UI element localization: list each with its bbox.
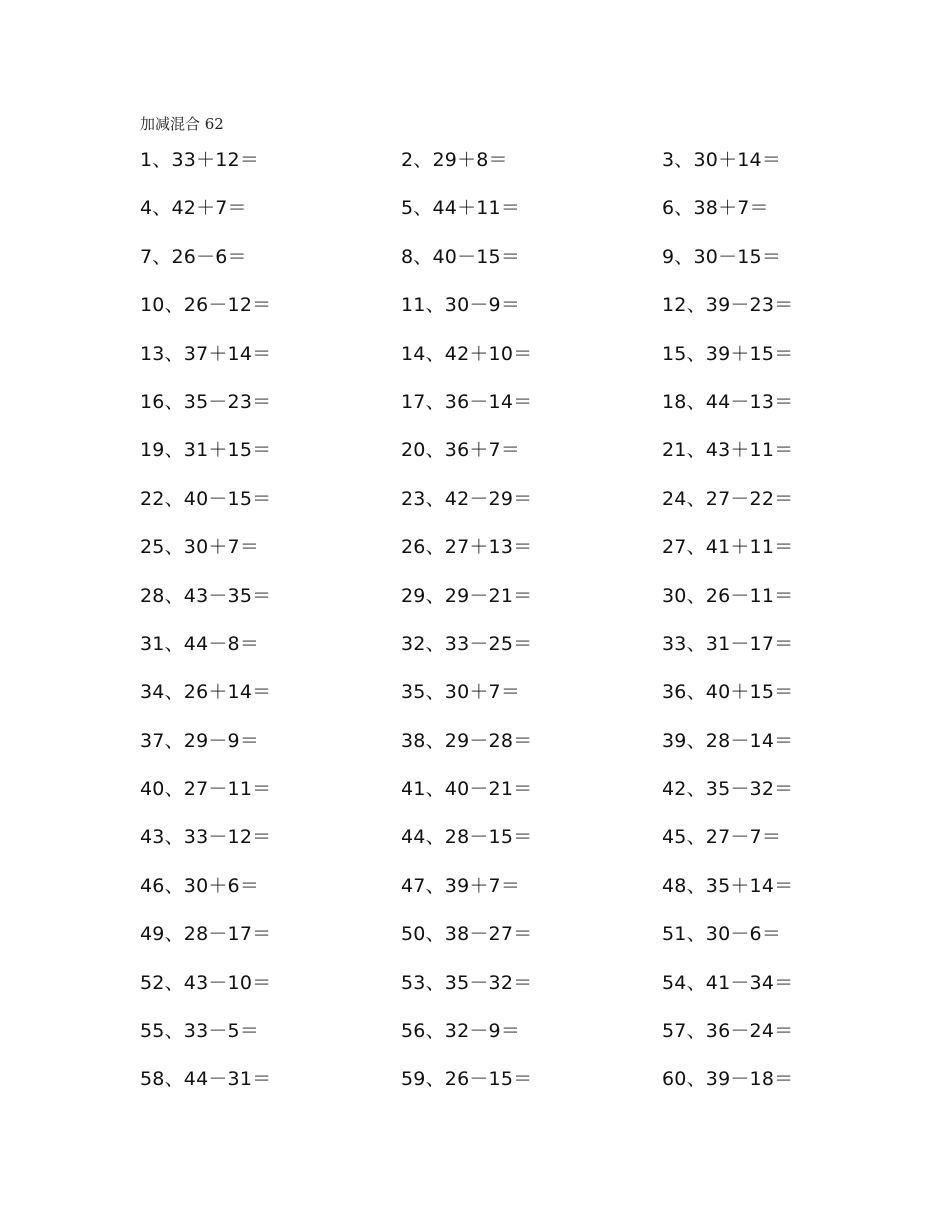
problem-item: 33、31－17＝: [662, 632, 794, 655]
problem-item: 57、36－24＝: [662, 1020, 794, 1043]
problem-item: 22、40－15＝: [140, 487, 272, 510]
problem-item: 60、39－18＝: [662, 1068, 794, 1091]
problem-item: 54、41－34＝: [662, 971, 794, 994]
problem-item: 24、27－22＝: [662, 487, 794, 510]
problem-item: 46、30＋6＝: [140, 874, 260, 897]
problem-item: 34、26＋14＝: [140, 681, 272, 704]
problem-item: 26、27＋13＝: [401, 536, 533, 559]
problem-item: 58、44－31＝: [140, 1068, 272, 1091]
problem-item: 3、30＋14＝: [662, 149, 782, 171]
problem-item: 38、29－28＝: [401, 729, 533, 752]
problem-item: 8、40－15＝: [401, 245, 521, 268]
problem-item: 43、33－12＝: [140, 826, 272, 849]
problem-item: 51、30－6＝: [662, 923, 782, 946]
problem-item: 41、40－21＝: [401, 778, 533, 801]
problem-item: 9、30－15＝: [662, 245, 782, 268]
problem-item: 6、38＋7＝: [662, 197, 769, 220]
problem-item: 55、33－5＝: [140, 1020, 260, 1043]
problem-item: 14、42＋10＝: [401, 342, 533, 365]
problem-item: 49、28－17＝: [140, 923, 272, 946]
problem-item: 39、28－14＝: [662, 729, 794, 752]
problem-item: 32、33－25＝: [401, 632, 533, 655]
problem-item: 56、32－9＝: [401, 1020, 521, 1043]
problem-item: 18、44－13＝: [662, 390, 794, 413]
problem-item: 17、36－14＝: [401, 390, 533, 413]
problem-item: 52、43－10＝: [140, 971, 272, 994]
problem-item: 35、30＋7＝: [401, 681, 521, 704]
problem-item: 15、39＋15＝: [662, 342, 794, 365]
problem-item: 37、29－9＝: [140, 729, 260, 752]
problem-item: 16、35－23＝: [140, 390, 272, 413]
problem-item: 36、40＋15＝: [662, 681, 794, 704]
problem-item: 59、26－15＝: [401, 1068, 533, 1091]
problem-item: 13、37＋14＝: [140, 342, 272, 365]
problem-item: 5、44＋11＝: [401, 197, 521, 220]
problem-item: 19、31＋15＝: [140, 439, 272, 462]
problem-item: 12、39－23＝: [662, 294, 794, 317]
problem-item: 2、29＋8＝: [401, 149, 508, 171]
problem-item: 45、27－7＝: [662, 826, 782, 849]
problem-item: 1、33＋12＝: [140, 149, 260, 171]
problem-grid: [140, 145, 820, 1113]
problem-item: 53、35－32＝: [401, 971, 533, 994]
page-title: 加减混合 62: [140, 115, 224, 133]
problem-item: 20、36＋7＝: [401, 439, 521, 462]
problem-item: 47、39＋7＝: [401, 874, 521, 897]
problem-item: 21、43＋11＝: [662, 439, 794, 462]
problem-item: 29、29－21＝: [401, 584, 533, 607]
problem-item: 48、35＋14＝: [662, 874, 794, 897]
problem-item: 25、30＋7＝: [140, 536, 260, 559]
problem-item: 7、26－6＝: [140, 245, 247, 268]
problem-item: 50、38－27＝: [401, 923, 533, 946]
problem-item: 28、43－35＝: [140, 584, 272, 607]
problem-item: 44、28－15＝: [401, 826, 533, 849]
problem-item: 10、26－12＝: [140, 294, 272, 317]
problem-item: 27、41＋11＝: [662, 536, 794, 559]
problem-item: 23、42－29＝: [401, 487, 533, 510]
problem-item: 42、35－32＝: [662, 778, 794, 801]
problem-item: 40、27－11＝: [140, 778, 272, 801]
problem-item: 31、44－8＝: [140, 632, 260, 655]
problem-item: 30、26－11＝: [662, 584, 794, 607]
problem-item: 4、42＋7＝: [140, 197, 247, 220]
problem-item: 11、30－9＝: [401, 294, 521, 317]
